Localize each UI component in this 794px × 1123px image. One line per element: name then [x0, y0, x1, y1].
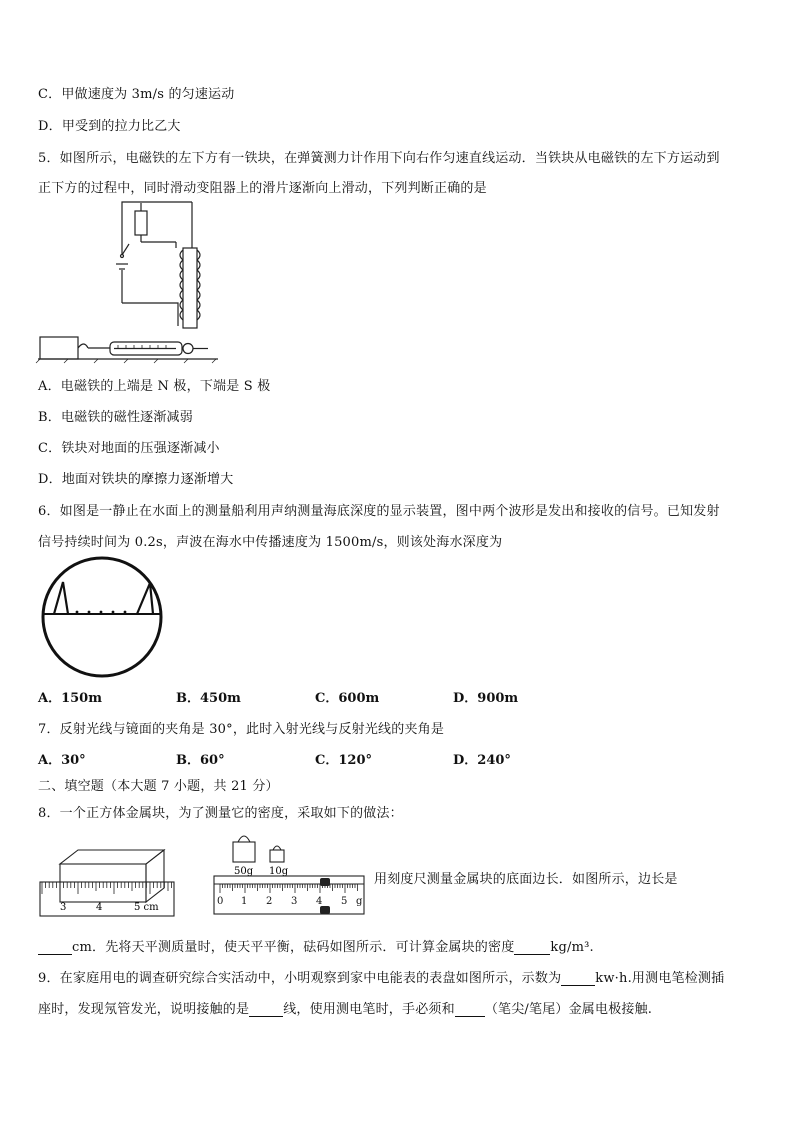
- weight-10g-label: 10g: [269, 866, 289, 877]
- option-d-prev: D．甲受到的拉力比乙大: [38, 119, 181, 134]
- q7-option-b: B．60°: [176, 753, 225, 768]
- q8-answer-line: [38, 936, 594, 955]
- scale-tick-0: 0: [217, 896, 224, 907]
- q8-stem: 8．一个正方体金属块，为了测量它的密度，采取如下的做法：: [38, 806, 403, 821]
- q8-cube-ruler-figure: [38, 828, 178, 918]
- blank-meter-reading[interactable]: [561, 971, 595, 986]
- scale-unit-g: g: [356, 896, 363, 907]
- q8-answer-unit: kg/m³.: [550, 940, 594, 955]
- q6-option-a: A．150m: [38, 691, 102, 706]
- q9-text-5: （笔尖/笔尾）金属电极接触.: [484, 1002, 653, 1017]
- q9-stem-1: [38, 967, 724, 986]
- q5-option-b: B．电磁铁的磁性逐渐减弱: [38, 410, 193, 425]
- q5-figure: [38, 198, 228, 363]
- scale-tick-1: 1: [241, 896, 248, 907]
- q7-stem: 7．反射光线与镜面的夹角是 30°，此时入射光线与反射光线的夹角是: [38, 722, 445, 737]
- q8-weights-scale-figure: [212, 826, 372, 918]
- q6-option-c: C．600m: [315, 691, 380, 706]
- q6-option-b: B．450m: [176, 691, 241, 706]
- q5-option-c: C．铁块对地面的压强逐渐减小: [38, 441, 220, 456]
- q5-stem-1: 5．如图所示，电磁铁的左下方有一铁块，在弹簧测力计作用下向右作匀速直线运动．当铁块从电磁铁的左下方运动到: [38, 151, 720, 166]
- q9-text-4: 线，使用测电笔时，手必须和: [283, 1002, 455, 1017]
- q6-sonar-figure: [40, 555, 165, 680]
- q8-answer-text-1: cm．先将天平测质量时，使天平平衡，砝码如图所示．可计算金属块的密度: [72, 940, 515, 955]
- blank-wire-type[interactable]: [249, 1002, 283, 1017]
- ruler1-tick-4: 4: [96, 902, 103, 913]
- q8-side-text: 用刻度尺测量金属块的底面边长．如图所示，边长是: [374, 872, 678, 887]
- q7-option-c: C．120°: [315, 753, 372, 768]
- ruler1-tick-3: 3: [60, 902, 67, 913]
- rider-top: [320, 878, 330, 886]
- rider-bottom: [320, 906, 330, 914]
- q5-option-d: D．地面对铁块的摩擦力逐渐增大: [38, 472, 234, 487]
- q9-stem-2: [38, 998, 652, 1017]
- scale-tick-5: 5: [341, 896, 348, 907]
- q7-option-a: A．30°: [38, 753, 86, 768]
- q5-stem-2: 正下方的过程中，同时滑动变阻器上的滑片逐渐向上滑动，下列判断正确的是: [38, 181, 487, 196]
- q6-option-d: D．900m: [453, 691, 519, 706]
- q9-text-2: kw·h.用测电笔检测插: [595, 971, 725, 986]
- q7-option-d: D．240°: [453, 753, 511, 768]
- q9-text-1: 9．在家庭用电的调查研究综合实活动中，小明观察到家中电能表的表盘如图所示，示数为: [38, 971, 562, 986]
- q6-stem-2: 信号持续时间为 0.2s，声波在海水中传播速度为 1500m/s，则该处海水深度为: [38, 535, 503, 550]
- scale-tick-3: 3: [291, 896, 298, 907]
- blank-pen-part[interactable]: [455, 1002, 485, 1017]
- option-c-prev: C．甲做速度为 3m/s 的匀速运动: [38, 87, 235, 102]
- weight-50g-label: 50g: [234, 866, 254, 877]
- q5-option-a: A．电磁铁的上端是 N 极，下端是 S 极: [38, 379, 271, 394]
- blank-edge-length[interactable]: [38, 940, 72, 955]
- scale-tick-4: 4: [316, 896, 323, 907]
- q9-text-3: 座时，发现氖管发光，说明接触的是: [38, 1002, 250, 1017]
- q6-stem-1: 6．如图是一静止在水面上的测量船利用声纳测量海底深度的显示装置，图中两个波形是发出和接收的信号。已知发射: [38, 504, 720, 519]
- blank-density[interactable]: [514, 940, 550, 955]
- scale-tick-2: 2: [266, 896, 273, 907]
- section-title: 二、填空题（本大题 7 小题，共 21 分）: [38, 779, 279, 794]
- ruler1-tick-5: 5 cm: [134, 902, 159, 913]
